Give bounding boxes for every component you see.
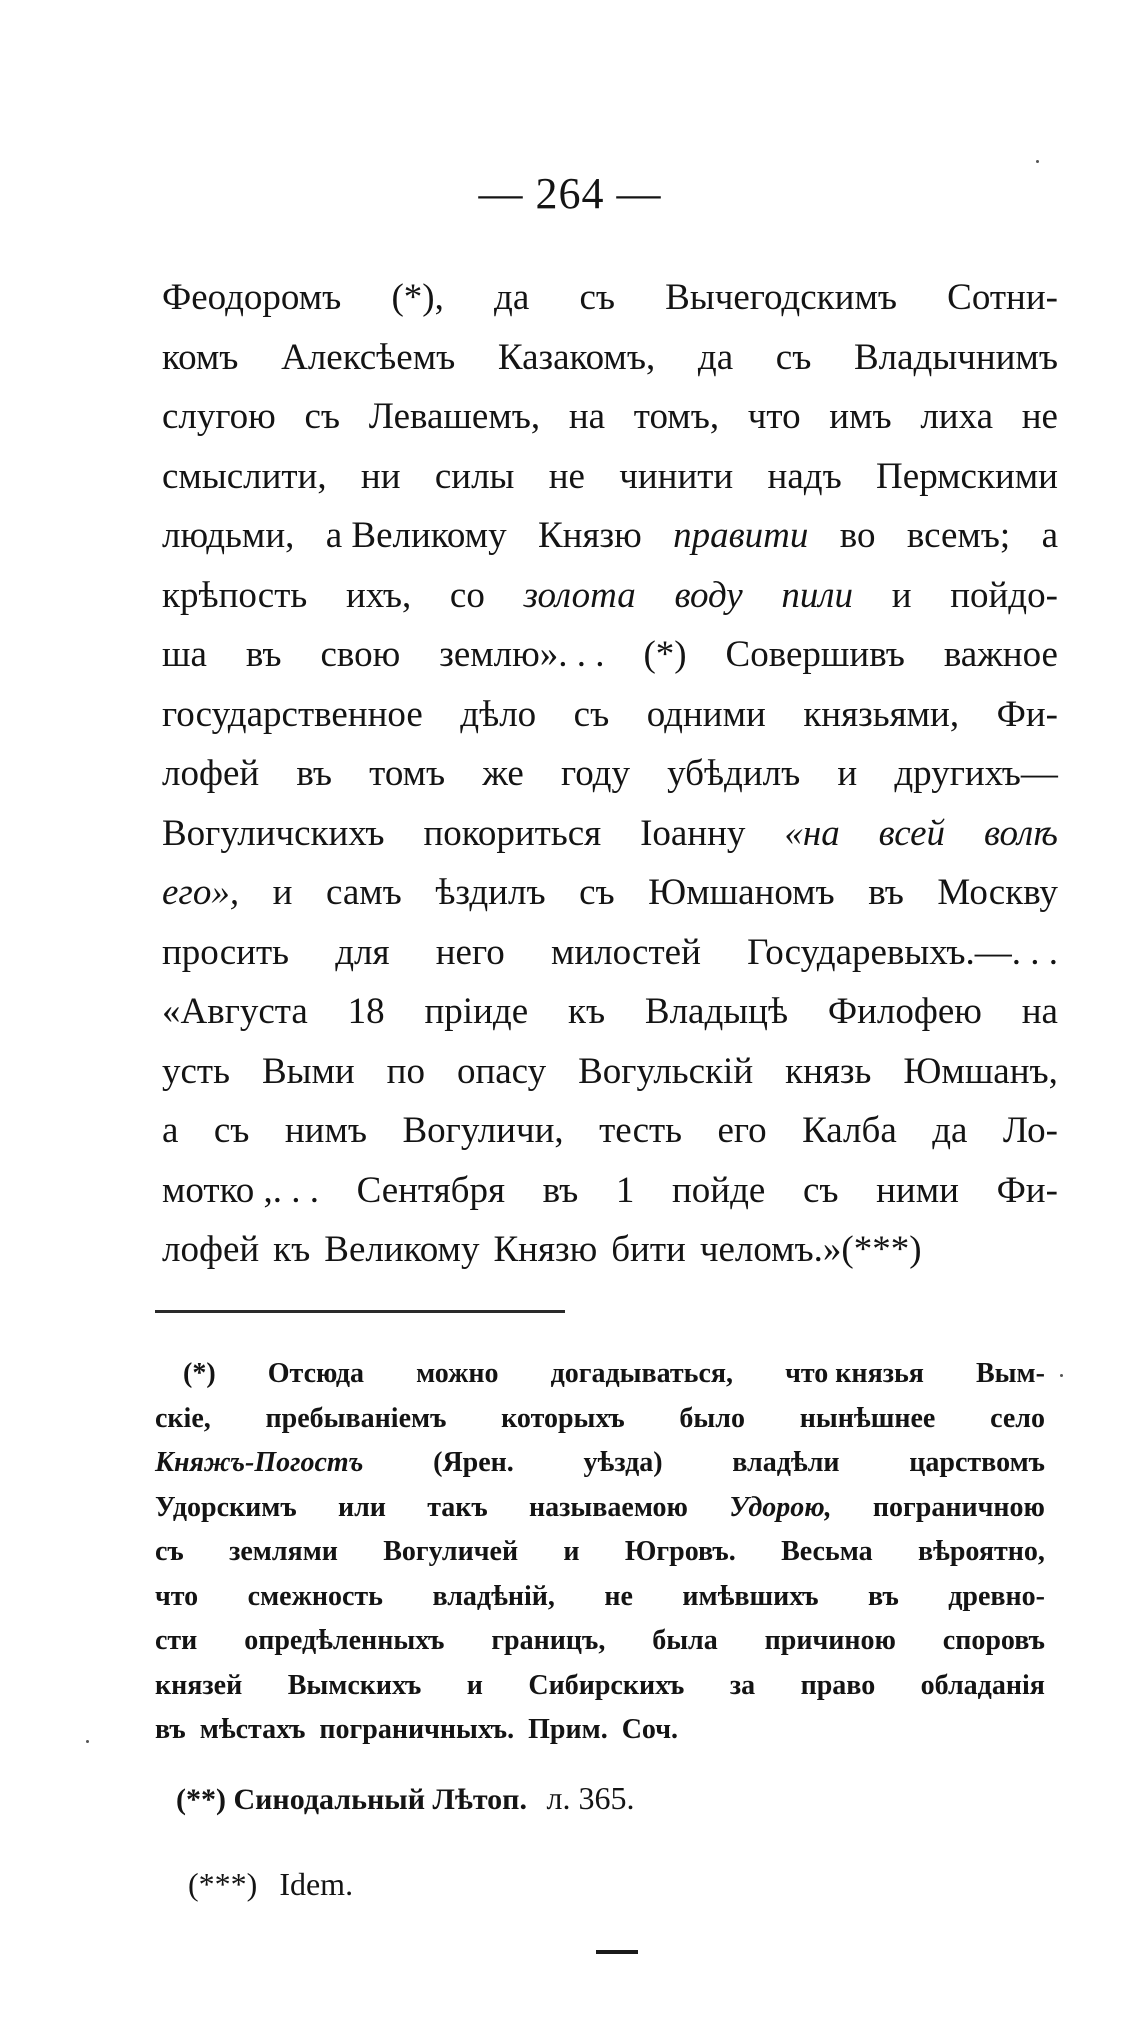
main-text-word: Государевыхъ.—. . .: [747, 931, 1058, 973]
paper-speck: [1060, 1374, 1063, 1377]
footnote-1-word: обладанія: [920, 1669, 1045, 1701]
main-text-word: въ: [296, 753, 332, 794]
footnote-1-line: [155, 1619, 1045, 1664]
footnote-1-word: нынѣшнее: [799, 1402, 936, 1434]
main-text-word: къ: [273, 1229, 311, 1270]
main-text-word: бити: [611, 1229, 686, 1270]
footnote-1-line: [155, 1575, 1045, 1620]
main-text-word: 1: [615, 1169, 635, 1211]
main-text-word: на: [568, 396, 606, 437]
main-text-word: его: [717, 1110, 767, 1151]
footnote-3: [188, 1866, 353, 1903]
footnote-1-word: не: [604, 1580, 633, 1612]
footnote-1-word: что князья: [785, 1358, 924, 1389]
footnote-1-word: было: [679, 1402, 745, 1434]
main-text-word: нимъ: [284, 1110, 368, 1151]
main-text-word: дѣло: [460, 693, 537, 735]
main-text-word: чинити: [619, 455, 734, 497]
footnote-1-word: опредѣленныхъ: [244, 1625, 445, 1656]
footnote-1-word: уѣзда): [583, 1447, 663, 1478]
footnote-1-word: Княжъ-Погостъ: [155, 1447, 364, 1478]
footnote-1-word: границъ,: [491, 1625, 606, 1656]
main-text-word: году: [560, 753, 630, 794]
main-text-word: Сотни-: [947, 277, 1058, 318]
main-text-word: государственное: [162, 693, 423, 735]
footnote-2-marker: (**): [176, 1783, 226, 1816]
end-mark-dash: [596, 1950, 638, 1954]
main-text-word: воду: [674, 574, 743, 616]
main-text-word: челомъ.»(***): [699, 1229, 922, 1270]
main-text-word: Вогуличскихъ: [162, 812, 385, 854]
footnote-1-word: Удорскимъ: [155, 1491, 297, 1523]
main-text-word: пили: [781, 574, 854, 616]
main-text-word: съ: [304, 396, 341, 437]
main-text-word: тесть: [599, 1110, 683, 1151]
footnote-1-word: можно: [416, 1358, 499, 1389]
main-text-line: [162, 685, 1058, 745]
main-text-word: 18: [347, 991, 385, 1032]
main-text-word: надъ: [767, 455, 842, 497]
footnote-1-word: или: [337, 1491, 386, 1523]
footnote-1-word: скіе,: [155, 1402, 211, 1434]
footnote-3-text: Idem.: [279, 1866, 354, 1902]
main-text-word: крѣпость: [162, 574, 308, 616]
main-text-word: да: [697, 336, 734, 378]
paper-speck: [86, 1740, 89, 1743]
footnote-1-word: и: [466, 1669, 483, 1701]
main-text-word: всей: [878, 812, 946, 854]
main-text-word: правити: [673, 515, 809, 556]
main-text-word: Совершивъ: [725, 634, 905, 675]
main-text-word: имъ: [829, 396, 892, 437]
footnote-1-word: Сибирскихъ: [528, 1669, 685, 1701]
footnote-1-word: пребываніемъ: [265, 1402, 447, 1434]
footnote-1-line: [155, 1708, 1045, 1753]
main-text-word: съ: [213, 1110, 250, 1151]
main-text-word: ша: [162, 634, 207, 675]
main-text-word: и: [891, 574, 912, 616]
main-text-word: Фи-: [996, 1169, 1058, 1211]
main-text-line: [162, 387, 1058, 447]
main-text-word: лофей: [162, 1229, 260, 1270]
footnote-1-word: село: [990, 1402, 1045, 1434]
main-text-word: важное: [943, 634, 1058, 675]
footnote-1-word: споровъ: [942, 1625, 1045, 1656]
main-text-word: милостей: [550, 931, 701, 973]
footnote-1-word: имѣвшихъ: [682, 1580, 819, 1612]
main-text-line: [162, 328, 1058, 388]
main-text-word: Великому: [324, 1229, 480, 1270]
footnote-1-word: за: [729, 1669, 756, 1701]
footnote-1-line: [155, 1397, 1045, 1442]
main-text-word: Казакомъ,: [497, 336, 656, 378]
main-text-word: другихъ—: [894, 753, 1058, 794]
main-text-word: Левашемъ,: [368, 396, 541, 437]
main-text-word: усть: [162, 1050, 230, 1092]
main-text-line: [162, 447, 1058, 507]
main-text-word: а Великому: [325, 515, 507, 556]
main-text-line: [162, 923, 1058, 983]
main-text-line: [162, 566, 1058, 626]
footnote-1-word: вѣроятно,: [917, 1536, 1045, 1567]
main-text-word: «на: [784, 812, 840, 854]
footnote-1-word: догадываться,: [550, 1358, 734, 1389]
footnote-1-line: [155, 1352, 1045, 1397]
main-text-word: съ: [802, 1169, 839, 1211]
footnote-1-word: что: [155, 1580, 199, 1612]
main-text-word: силы: [434, 455, 515, 497]
main-text-word: покориться: [423, 812, 602, 854]
footnote-1-word: царствомъ: [909, 1447, 1045, 1478]
footnote-1-word: владѣній,: [432, 1580, 555, 1612]
footnote-1-line: [155, 1441, 1045, 1486]
main-text-word: къ: [567, 991, 606, 1032]
footnote-1-word: была: [652, 1625, 718, 1656]
main-text-word: смыслити,: [162, 455, 327, 497]
main-text-word: со: [449, 574, 485, 616]
footnote-1-word: владѣли: [732, 1447, 840, 1478]
footnote-1-word: называемою: [529, 1491, 688, 1523]
footnote-1-word: Отсюда: [267, 1358, 364, 1389]
main-text-word: землю». . .: [439, 634, 605, 675]
main-text-word: убѣдилъ: [667, 753, 801, 794]
main-text-word: Выми: [261, 1050, 355, 1092]
main-text-word: что: [747, 396, 801, 437]
main-text-word: съ: [579, 872, 615, 913]
main-text-word: Калба: [802, 1110, 897, 1151]
main-text-word: Князю: [493, 1229, 598, 1270]
main-text-word: ѣздилъ: [435, 872, 546, 913]
main-text-word: ними: [876, 1169, 959, 1211]
footnote-2: [176, 1780, 634, 1817]
footnote-1-word: въ: [868, 1580, 899, 1612]
main-text-word: по: [386, 1050, 425, 1092]
main-text-line: [162, 744, 1058, 804]
main-text-line: [162, 982, 1058, 1042]
main-text-word: (*): [643, 634, 687, 675]
main-text-word: а: [1041, 515, 1058, 556]
page-number: — 264 —: [478, 169, 662, 218]
main-text-word: съ: [573, 693, 610, 735]
main-text-word: Іоанну: [640, 812, 746, 854]
main-text-word: Князю: [537, 515, 642, 556]
main-text-word: свою: [320, 634, 401, 675]
footnote-1-word: въ: [155, 1714, 186, 1745]
footnote-1-word: право: [800, 1669, 876, 1701]
footnote-1-word: древно-: [948, 1580, 1045, 1612]
main-text-word: комъ: [162, 336, 239, 378]
footnote-1-word: смежность: [247, 1580, 383, 1612]
main-text-word: и: [272, 872, 293, 913]
main-text-word: Алексѣемъ: [281, 336, 456, 378]
main-text-word: (*),: [391, 277, 444, 318]
main-text-line: [162, 804, 1058, 864]
footnote-1-line: [155, 1486, 1045, 1531]
footnote-1-word: и: [563, 1536, 580, 1567]
main-text-word: Вогульскій: [578, 1050, 754, 1092]
footnote-1-word: Югровъ.: [624, 1536, 736, 1567]
main-text-word: князьями,: [803, 693, 960, 735]
main-text-word: ни: [360, 455, 401, 497]
main-text-word: слугою: [162, 396, 276, 437]
main-text-word: и: [837, 753, 858, 794]
main-text-word: Юмшанъ,: [903, 1050, 1058, 1092]
main-text-word: а: [162, 1110, 179, 1151]
footnote-separator-rule: [155, 1310, 565, 1313]
footnote-1-word: пограничною: [872, 1491, 1045, 1523]
main-text-word: одними: [646, 693, 766, 735]
main-text-word: «Августа: [162, 991, 308, 1032]
paper-speck: [1036, 160, 1039, 163]
main-text: [162, 268, 1058, 1280]
main-text-word: въ: [542, 1169, 579, 1211]
main-text-line: [162, 863, 1058, 923]
footnote-2-text: Синодальный Лѣтоп.: [233, 1783, 527, 1816]
footnote-2-ref: л. 365.: [546, 1780, 635, 1816]
main-text-line: [162, 1042, 1058, 1102]
footnote-1-word: князей: [155, 1669, 243, 1701]
main-text-word: просить: [162, 931, 289, 973]
main-text-word: съ: [579, 277, 615, 318]
main-text-word: пойде: [671, 1169, 766, 1211]
main-text-word: Владычнимъ: [853, 336, 1058, 378]
main-text-line: [162, 625, 1058, 685]
footnote-1-word: пограничныхъ.: [319, 1714, 515, 1745]
main-text-word: князь: [785, 1050, 872, 1092]
footnote-1-word: причиною: [764, 1625, 896, 1656]
main-text-word: опасу: [456, 1050, 547, 1092]
main-text-word: не: [1021, 396, 1058, 437]
main-text-word: Владыцѣ: [644, 991, 789, 1032]
main-text-word: томъ: [369, 753, 446, 794]
main-text-line: [162, 1220, 1058, 1280]
main-text-line: [162, 506, 1058, 566]
main-text-word: Юмшаномъ: [648, 872, 835, 913]
footnote-1-word: (*): [183, 1358, 216, 1389]
main-text-word: Сентября: [356, 1169, 505, 1211]
main-text-word: въ: [868, 872, 904, 913]
main-text-word: Москву: [937, 872, 1058, 913]
footnote-1-word: Весьма: [781, 1536, 873, 1567]
main-text-word: же: [482, 753, 524, 794]
main-text-word: всемъ;: [906, 515, 1011, 556]
footnote-3-marker: (***): [188, 1866, 258, 1902]
main-text-word: для: [335, 931, 390, 973]
main-text-word: Вычегодскимъ: [665, 277, 897, 318]
main-text-word: не: [548, 455, 585, 497]
footnote-1-word: сти: [155, 1625, 198, 1656]
footnote-1-word: Вым-: [976, 1358, 1045, 1389]
main-text-word: въ: [245, 634, 282, 675]
main-text-word: самъ: [325, 872, 402, 913]
footnote-1-word: Вымскихъ: [287, 1669, 422, 1701]
footnote-1-word: Прим.: [528, 1714, 608, 1745]
main-text-word: лофей: [162, 753, 260, 794]
main-text-word: Филофею: [827, 991, 982, 1032]
footnote-1-line: [155, 1530, 1045, 1575]
main-text-word: съ: [775, 336, 812, 378]
main-text-word: волѣ: [983, 812, 1058, 854]
main-text-word: золота: [523, 574, 636, 616]
main-text-word: Феодоромъ: [162, 277, 342, 318]
footnote-1-word: (Ярен.: [433, 1447, 514, 1478]
main-text-word: ихъ,: [345, 574, 412, 616]
footnote-1-word: мѣстахъ: [199, 1714, 306, 1745]
main-text-word: на: [1021, 991, 1058, 1032]
main-text-word: да: [932, 1110, 968, 1151]
main-text-word: мотко ,. . .: [162, 1169, 319, 1211]
main-text-word: пріиде: [424, 991, 529, 1032]
footnote-1-word: Вогуличей: [383, 1536, 519, 1567]
footnote-1-word: Соч.: [621, 1714, 678, 1745]
footnote-1-word: Удорою,: [729, 1491, 832, 1523]
main-text-line: [162, 1161, 1058, 1221]
main-text-word: его»,: [162, 872, 240, 913]
main-text-word: Фи-: [996, 693, 1058, 735]
main-text-word: него: [435, 931, 505, 973]
footnote-1: [155, 1352, 1045, 1753]
footnote-1-word: землями: [229, 1536, 338, 1567]
main-text-line: [162, 1101, 1058, 1161]
main-text-word: во: [839, 515, 876, 556]
main-text-word: томъ,: [633, 396, 720, 437]
main-text-word: пойдо-: [950, 574, 1058, 616]
footnote-1-word: съ: [155, 1536, 184, 1567]
footnote-1-word: такъ: [427, 1491, 488, 1523]
main-text-word: Ло-: [1002, 1110, 1058, 1151]
main-text-word: людьми,: [162, 515, 295, 556]
main-text-word: Пермскими: [876, 455, 1058, 497]
footnote-1-word: которыхъ: [501, 1402, 625, 1434]
main-text-word: да: [494, 277, 530, 318]
footnote-1-line: [155, 1664, 1045, 1709]
main-text-word: лиха: [920, 396, 994, 437]
main-text-line: [162, 268, 1058, 328]
main-text-word: Вогуличи,: [402, 1110, 564, 1151]
